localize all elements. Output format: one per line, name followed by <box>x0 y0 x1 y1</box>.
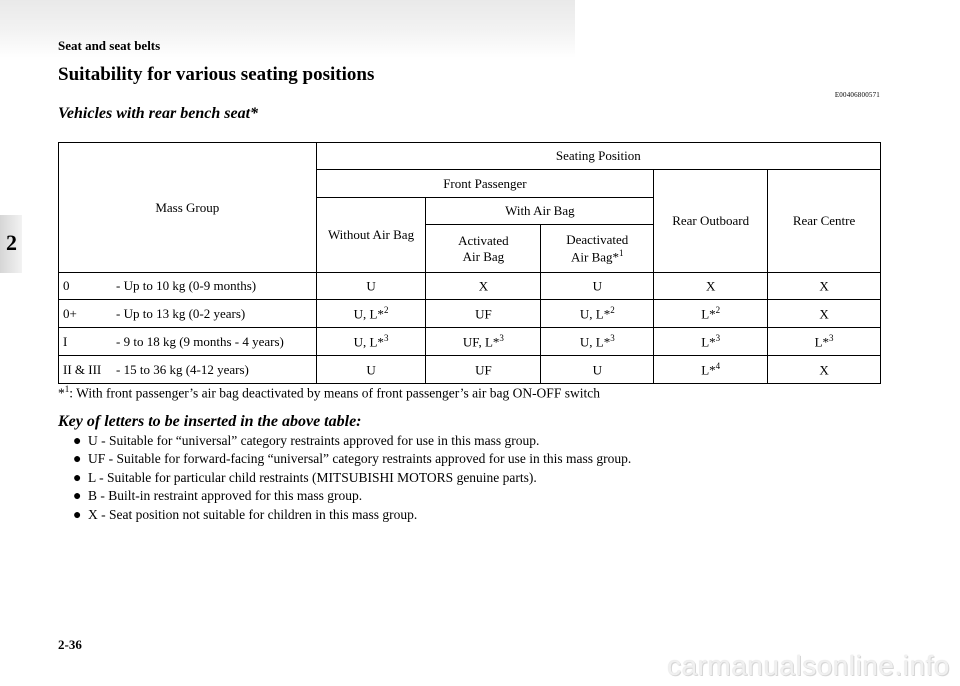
cell-rear-outboard: L*$^4$ <box>654 356 768 384</box>
bullet-icon: ● <box>73 470 82 486</box>
key-title: Key of letters to be inserted in the above table: <box>58 413 362 430</box>
cell-without-airbag: U <box>316 273 426 300</box>
mass-group-header: Mass Group <box>59 143 317 273</box>
document-code: E00406800571 <box>834 91 880 99</box>
list-item: ● X - Seat position not suitable for children in this mass group. <box>73 506 418 523</box>
cell-rear-centre: X <box>768 273 881 300</box>
cell-rear-outboard: L*$^2$ <box>654 300 768 328</box>
cell-activated: X <box>426 273 541 300</box>
bullet-icon: ● <box>73 434 82 449</box>
footnote: *$^1$: With front passenger’s air bag deactivated by means of front passenger’s air bag ON-OFF switch <box>58 384 600 401</box>
section-title: Seat and seat belts <box>58 38 161 53</box>
subtitle: Vehicles with rear bench seat* <box>58 105 259 122</box>
table-row <box>59 300 881 328</box>
page-title: Suitability for various seating positions <box>58 64 375 85</box>
list-item: ● U - Suitable for “universal” category restraints approved for use in this mass group. <box>73 433 540 449</box>
cell-deactivated: U <box>541 273 654 300</box>
cell-rear-centre: L*$^3$ <box>768 328 881 356</box>
table-row <box>59 328 881 356</box>
list-item: ● L - Suitable for particular child restraints (MITSUBISHI MOTORS genuine parts). <box>73 469 537 486</box>
list-item: ● B - Built-in restraint approved for this mass group. <box>73 488 363 505</box>
with-airbag-header: With Air Bag <box>426 198 654 225</box>
seating-position-header: Seating Position <box>316 143 880 170</box>
watermark: carmanualsonline.info <box>667 650 950 681</box>
cell-deactivated: U <box>541 356 654 384</box>
suitability-table <box>58 142 881 384</box>
bullet-icon: ● <box>73 452 82 468</box>
cell-activated: UF <box>426 300 541 328</box>
chapter-number: 2 <box>6 230 17 255</box>
rear-centre-header: Rear Centre <box>768 170 881 273</box>
mass-group-cell: I - 9 to 18 kg (9 months - 4 years) <box>59 328 317 356</box>
mass-group-cell: 0+ - Up to 13 kg (0-2 years) <box>59 300 317 328</box>
table-row <box>59 356 881 384</box>
key-list <box>73 432 631 524</box>
list-item: ● UF - Suitable for forward-facing “universal” category restraints approved for use in this mass group. <box>73 451 632 468</box>
cell-rear-outboard: X <box>654 273 768 300</box>
mass-group-cell: II & III - 15 to 36 kg (4-12 years) <box>59 356 317 384</box>
mass-group-cell: 0 - Up to 10 kg (0-9 months) <box>59 273 317 300</box>
bullet-icon: ● <box>73 507 82 523</box>
front-passenger-header: Front Passenger <box>316 170 654 198</box>
cell-without-airbag: U, L*$^3$ <box>316 328 426 356</box>
table-row <box>59 273 881 300</box>
cell-deactivated: U, L*$^2$ <box>541 300 654 328</box>
cell-without-airbag: U <box>316 356 426 384</box>
page-number: 2-36 <box>58 637 82 652</box>
cell-without-airbag: U, L*$^2$ <box>316 300 426 328</box>
deactivated-airbag-header: Deactivated Air Bag*$^1$ <box>541 225 654 273</box>
activated-airbag-header: Activated Air Bag <box>426 225 541 273</box>
without-airbag-header: Without Air Bag <box>316 198 426 273</box>
cell-activated: UF <box>426 356 541 384</box>
cell-rear-centre: X <box>768 300 881 328</box>
cell-activated: UF, L*$^3$ <box>426 328 541 356</box>
cell-rear-outboard: L*$^3$ <box>654 328 768 356</box>
cell-rear-centre: X <box>768 356 881 384</box>
cell-deactivated: U, L*$^3$ <box>541 328 654 356</box>
bullet-icon: ● <box>73 489 82 505</box>
rear-outboard-header: Rear Outboard <box>654 170 768 273</box>
